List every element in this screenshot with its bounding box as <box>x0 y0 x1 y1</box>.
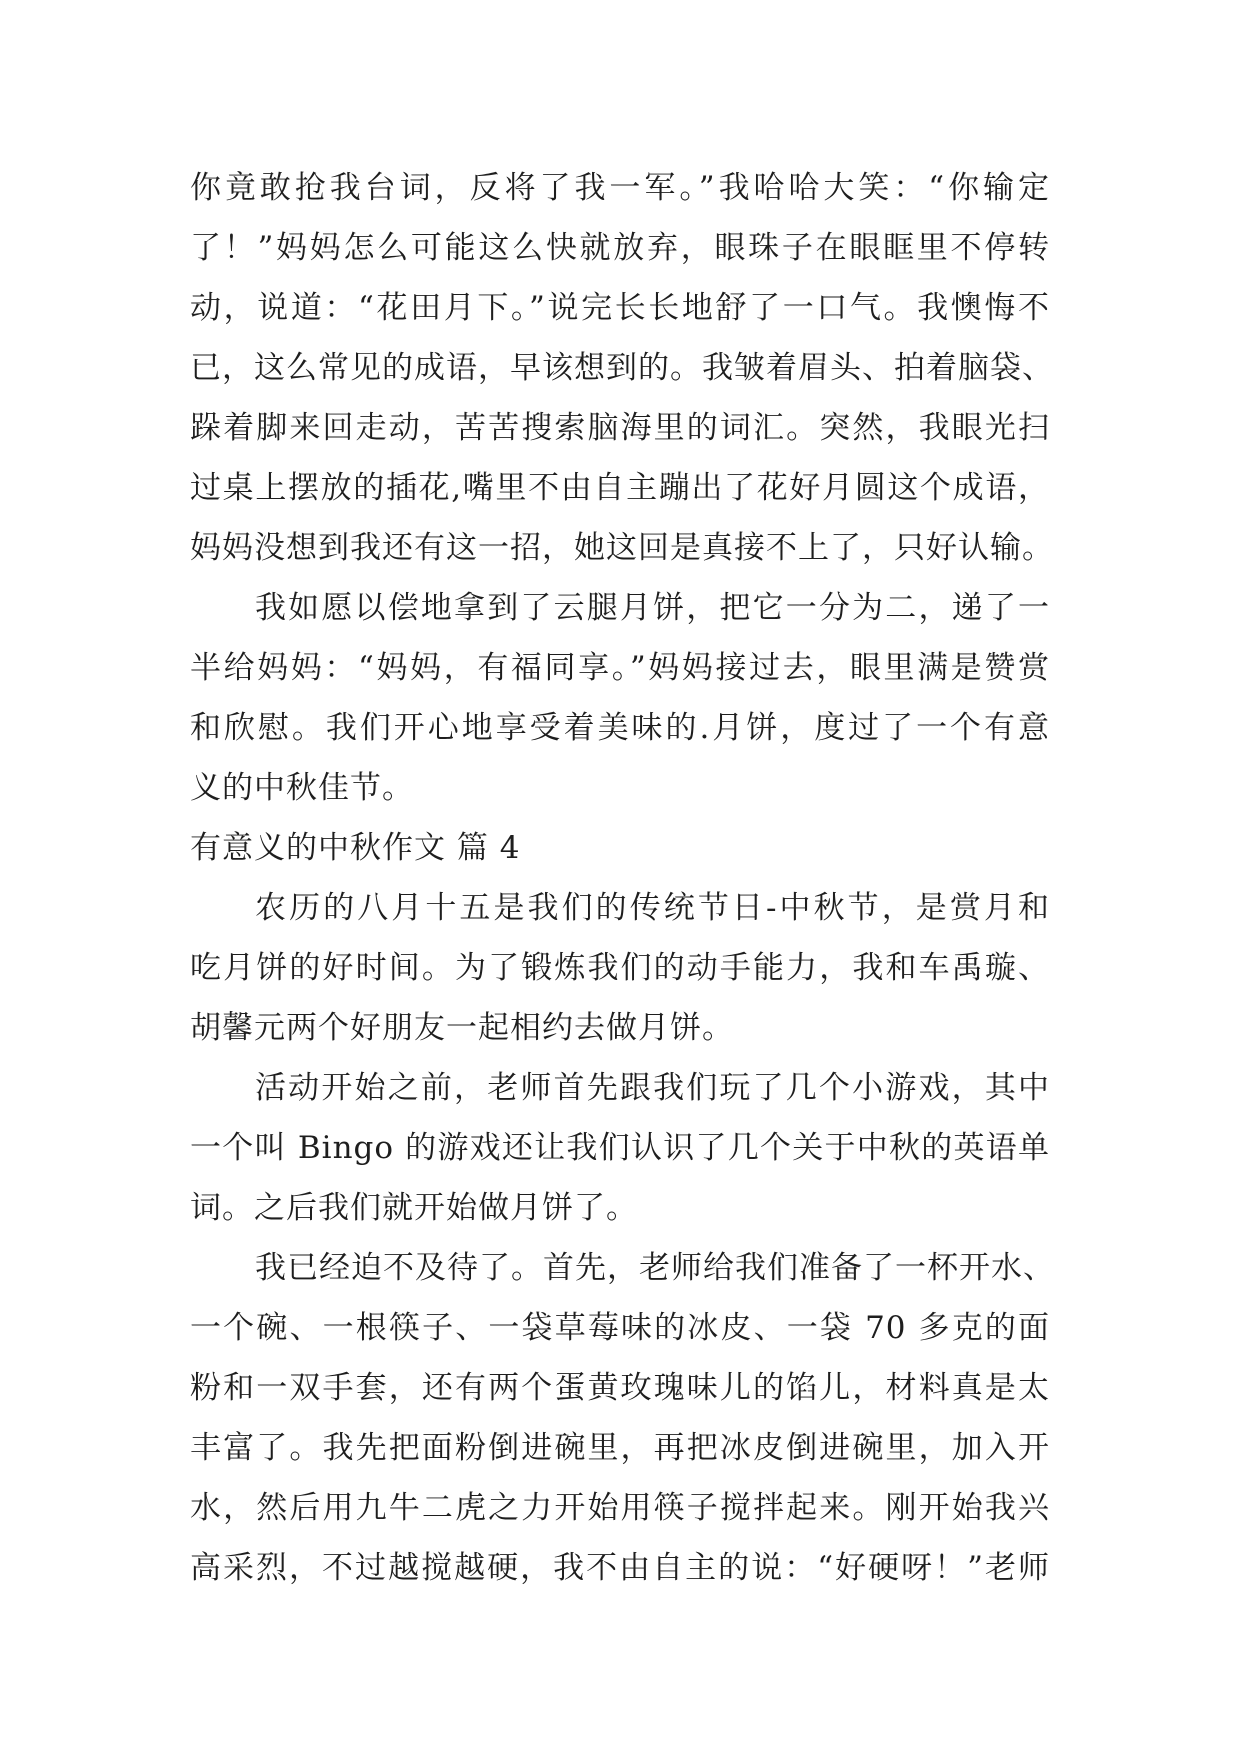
section-heading: 有意义的中秋作文 篇 4 <box>190 830 521 866</box>
text-line: 妈妈没想到我还有这一招，她这回是真接不上了，只好认输。 <box>190 530 1054 566</box>
text-line: 动，说道：“花田月下。”说完长长地舒了一口气。我懊悔不 <box>190 290 1050 326</box>
text-line: 跺着脚来回走动，苦苦搜索脑海里的词汇。突然，我眼光扫 <box>190 410 1050 446</box>
text-line: 义的中秋佳节。 <box>190 770 414 806</box>
text-line: 粉和一双手套，还有两个蛋黄玫瑰味儿的馅儿，材料真是太 <box>190 1370 1050 1406</box>
text-line: 了！”妈妈怎么可能这么快就放弃，眼珠子在眼眶里不停转 <box>190 230 1050 266</box>
text-line: 水，然后用九牛二虎之力开始用筷子搅拌起来。刚开始我兴 <box>190 1490 1050 1526</box>
text-line: 我已经迫不及待了。首先，老师给我们准备了一杯开水、 <box>255 1250 1055 1286</box>
text-line: 你竟敢抢我台词，反将了我一军。”我哈哈大笑：“你输定 <box>190 170 1050 206</box>
text-line: 已，这么常见的成语，早该想到的。我皱着眉头、拍着脑袋、 <box>190 350 1054 386</box>
text-line: 词。之后我们就开始做月饼了。 <box>190 1190 638 1226</box>
text-line: 高采烈，不过越搅越硬，我不由自主的说：“好硬呀！”老师 <box>190 1550 1050 1586</box>
text-line: 我如愿以偿地拿到了云腿月饼，把它一分为二，递了一 <box>255 590 1050 626</box>
text-line: 活动开始之前，老师首先跟我们玩了几个小游戏，其中 <box>255 1070 1050 1106</box>
document-body <box>190 158 1055 1598</box>
text-line: 一个叫 Bingo 的游戏还让我们认识了几个关于中秋的英语单 <box>190 1130 1050 1166</box>
text-line: 过桌上摆放的插花,嘴里不由自主蹦出了花好月圆这个成语， <box>190 470 1050 506</box>
text-line: 半给妈妈：“妈妈，有福同享。”妈妈接过去，眼里满是赞赏 <box>190 650 1050 686</box>
text-line: 丰富了。我先把面粉倒进碗里，再把冰皮倒进碗里，加入开 <box>190 1430 1050 1466</box>
text-line: 一个碗、一根筷子、一袋草莓味的冰皮、一袋 70 多克的面 <box>190 1310 1050 1346</box>
text-line: 胡馨元两个好朋友一起相约去做月饼。 <box>190 1010 734 1046</box>
text-line: 吃月饼的好时间。为了锻炼我们的动手能力，我和车禹璇、 <box>190 950 1050 986</box>
text-line: 农历的八月十五是我们的传统节日-中秋节，是赏月和 <box>255 890 1050 926</box>
text-line: 和欣慰。我们开心地享受着美味的.月饼，度过了一个有意 <box>190 710 1050 746</box>
